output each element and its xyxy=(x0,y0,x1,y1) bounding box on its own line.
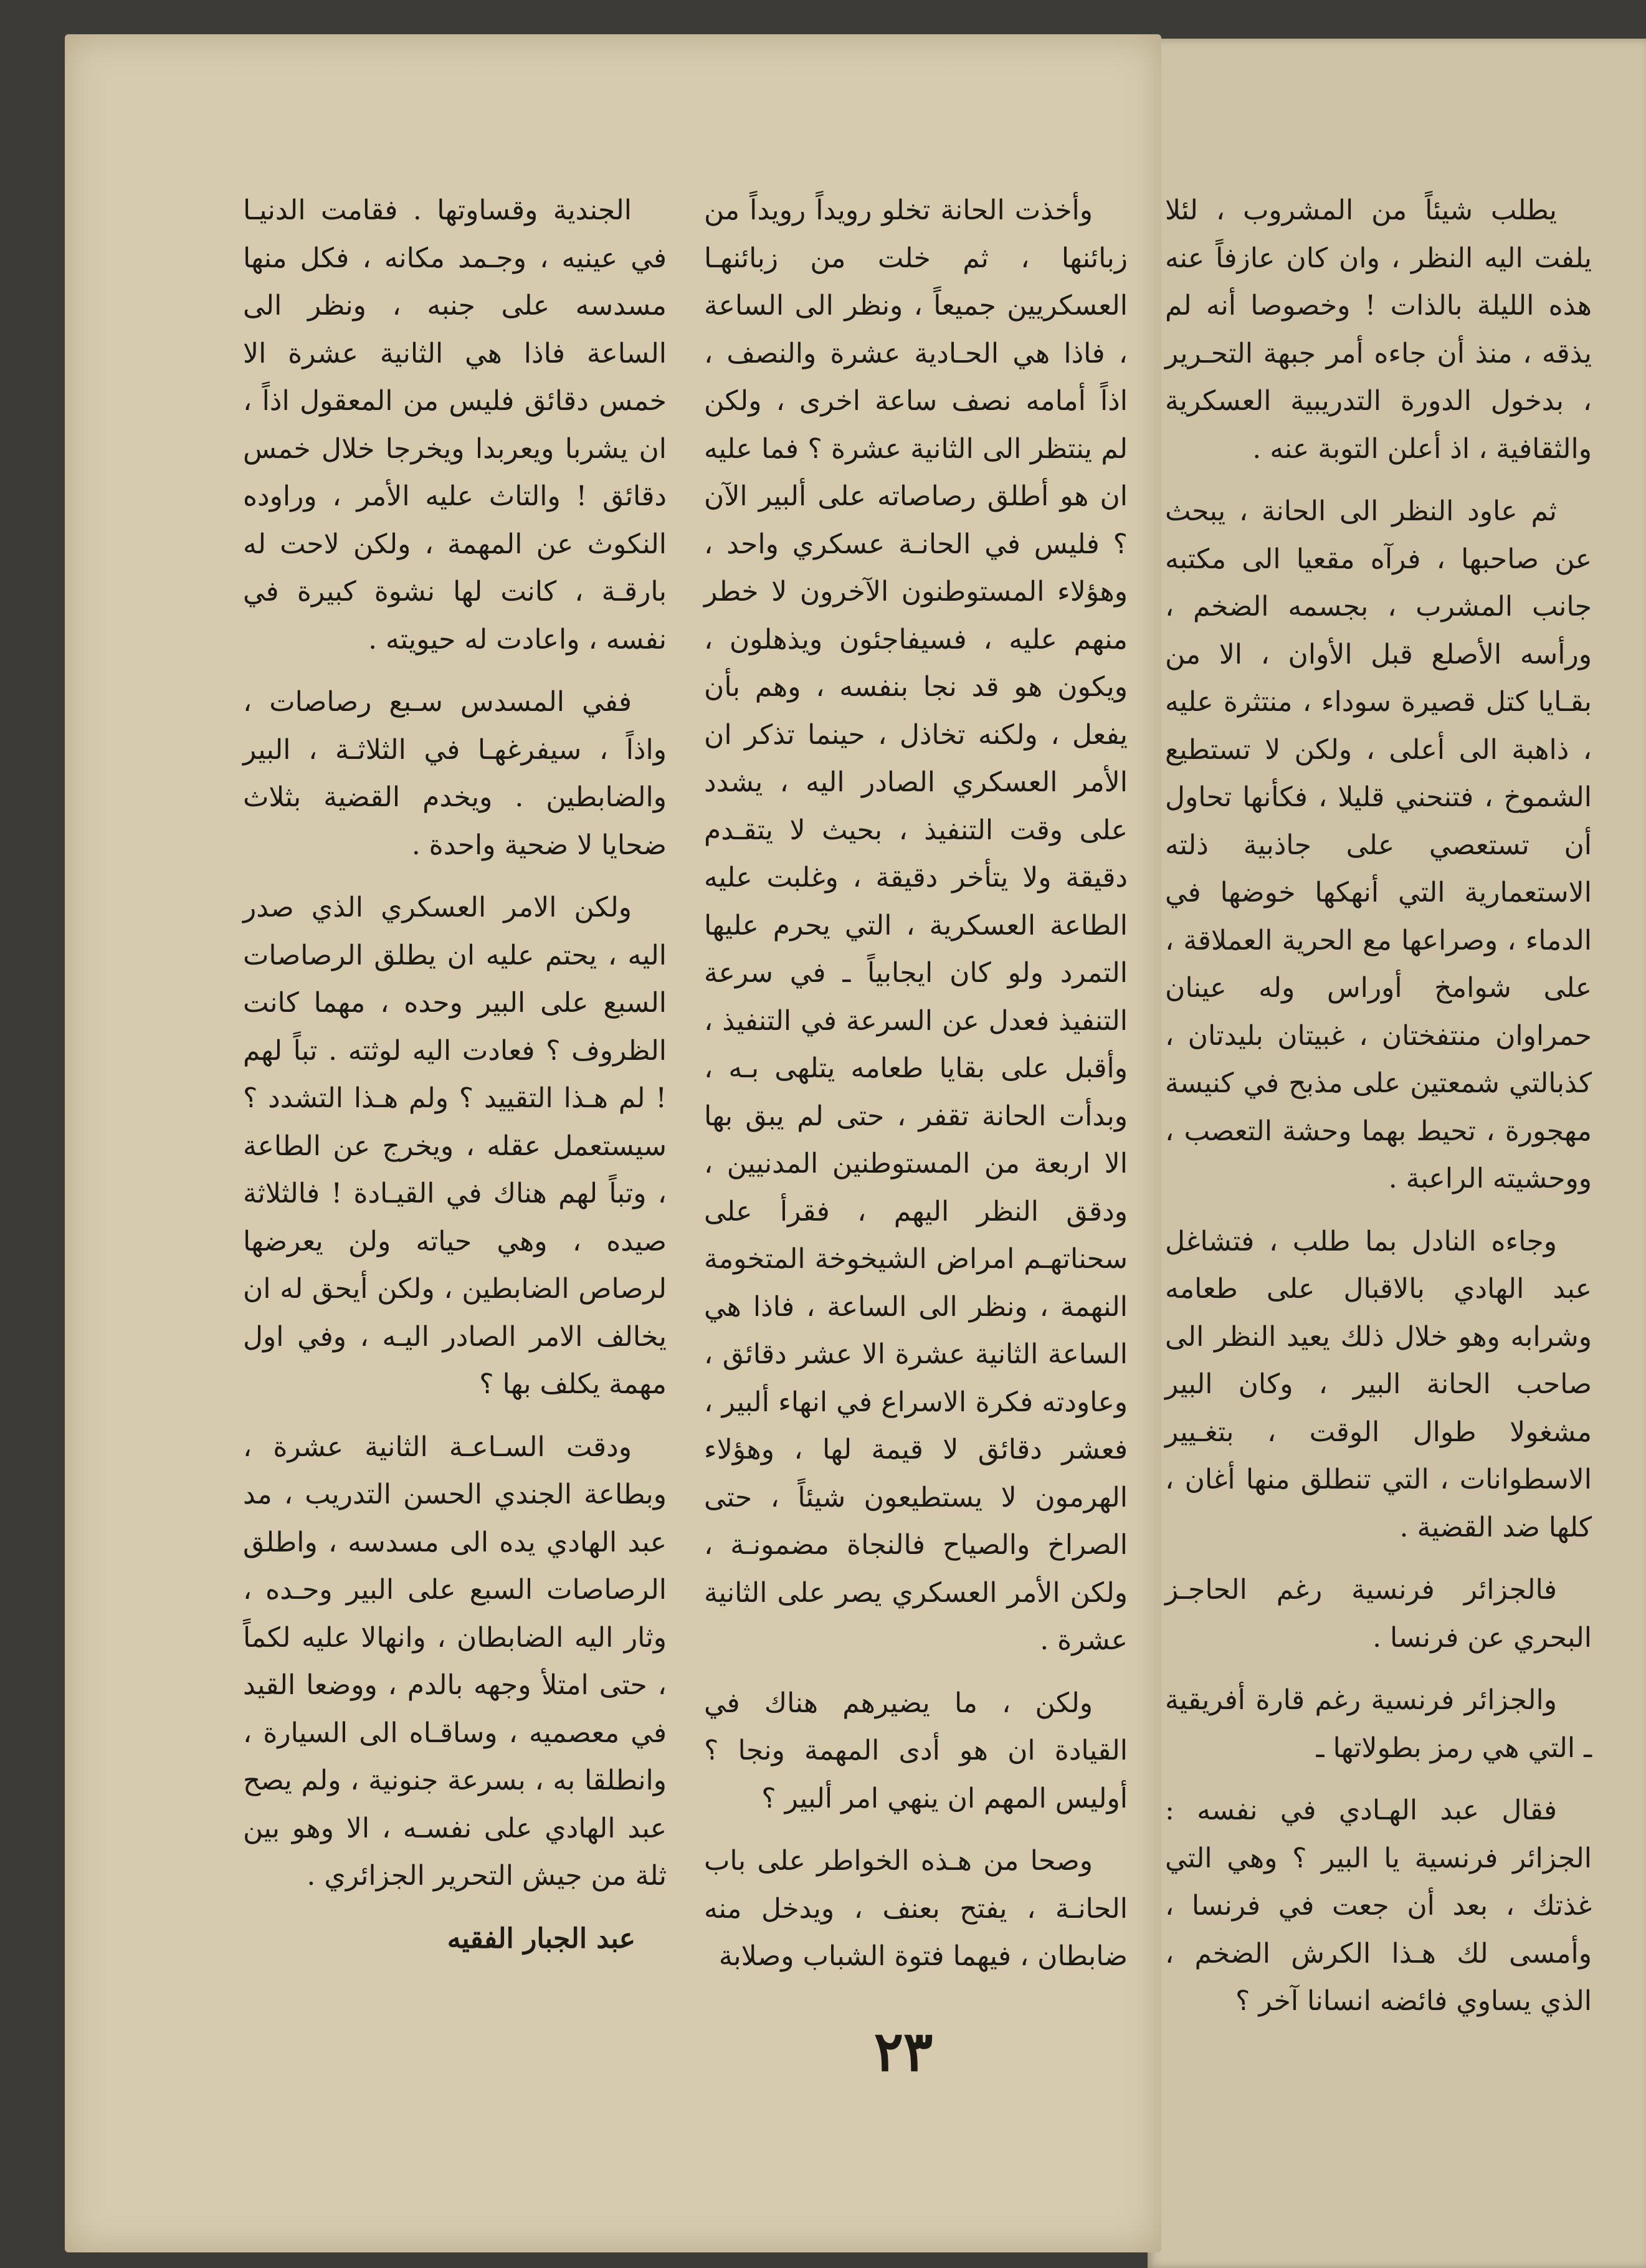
text-column-right xyxy=(1165,187,1592,2041)
page-number: ٢٣ xyxy=(873,2019,933,2084)
paragraph: ثم عاود النظر الى الحانة ، يبحث عن صاحبها ، فرآه مقعيا الى مكتبه جانب المشرب ، بجسمه الضخم ، ورأسه الأصلع قبل الأوان ، الا من بقـايا كتل قصيرة سوداء ، منتثرة عليه ، ذاهبة الى أعلى ، ولكن لا تستطيع الشموخ ، فتنحني قليلا ، فكأنها تحاول أن تستعصي على جاذبية ذلته الاستعمارية التي أنهكها خوضها في الدماء ، وصراعها مع الحرية العملاقة ، على شوامخ أوراس وله عينان حمراوان منتفختان ، غبيتان بليدتان ، كذبالتي شمعتين على مذبح في كنيسة مهجورة ، تحيط بهما وحشة التعصب ، ووحشيته الراعبة . xyxy=(1165,495,1592,1194)
paragraph: فالجزائر فرنسية رغم الحاجـز البحري عن فرنسا . xyxy=(1165,1574,1592,1654)
paragraph: ففي المسدس سـبع رصاصات ، واذاً ، سيفرغهـا في الثلاثـة ، البير والضابطين . ويخدم القضية بثلاث ضحايا لا ضحية واحدة . xyxy=(243,686,667,861)
paragraph: فقال عبد الهـادي في نفسه : الجزائر فرنسية يا البير ؟ وهي التي غذتك ، بعد أن جعت في فرنسا ، وأمسى لك هـذا الكرش الضخم ، الذي يساوي فائضه انسانا آخر ؟ xyxy=(1165,1794,1592,2017)
paragraph: وصحا من هـذه الخواطر على باب الحانـة ، يفتح بعنف ، ويدخل منه ضابطان ، فيهما فتوة الشباب وصلابة xyxy=(704,1845,1128,1972)
paragraph: ولكن ، ما يضيرهم هناك في القيادة ان هو أدى المهمة ونجا ؟ أوليس المهم ان ينهي امر ألبير ؟ xyxy=(704,1687,1128,1814)
paragraph: الجندية وقساوتها . فقامت الدنيـا في عينيه ، وجـمد مكانه ، فكل منها مسدسه على جنبه ، ونظر الى الساعة فاذا هي الثانية عشرة الا خمس دقائق فليس من المعقول اذاً ، ان يشربا ويعربدا ويخرجا خلال خمس دقائق ! والتاث عليه الأمر ، وراوده النكوث عن المهمة ، ولكن لاحت له بارقـة ، كانت لها نشوة كبيرة في نفسه ، واعادت له حيويته . xyxy=(243,194,667,655)
paragraph: ولكن الامر العسكري الذي صدر اليه ، يحتم عليه ان يطلق الرصاصات السبع على البير وحده ، مهما كانت الظروف ؟ فعادت اليه لوثته . تباً لهم ! لم هـذا التقييد ؟ ولم هـذا التشدد ؟ سيستعمل عقله ، ويخرج عن الطاعة ، وتباً لهم هناك في القيـادة ! فالثلاثة صيده ، وهي حياته ولن يعرضها لرصاص الضابطين ، ولكن أيحق له ان يخالف الامر الصادر اليـه ، وفي اول مهمة يكلف بها ؟ xyxy=(243,892,667,1400)
paragraph: وجاءه النادل بما طلب ، فتشاغل عبد الهادي بالاقبال على طعامه وشرابه وهو خلال ذلك يعيد النظر الى صاحب الحانة البير ، وكان البير مشغولا طوال الوقت ، بتغـيير الاسطوانات ، التي تنطلق منها أغان ، كلها ضد القضية . xyxy=(1165,1225,1592,1543)
paragraph: ودقت السـاعـة الثانية عشرة ، وبطاعة الجندي الحسن التدريب ، مد عبد الهادي يده الى مسدسه ، واطلق الرصاصات السبع على البير وحـده ، وثار اليه الضابطان ، وانهالا عليه لكماً ، حتى امتلأ وجهه بالدم ، ووضعا القيد في معصميه ، وساقـاه الى السيارة ، وانطلقا به ، بسرعة جنونية ، ولم يصح عبد الهادي على نفسـه ، الا وهو بين ثلة من جيش التحرير الجزائري . xyxy=(243,1431,667,1892)
text-column-left xyxy=(243,187,667,1978)
paragraph: وأخذت الحانة تخلو رويداً رويداً من زبائنها ، ثم خلت من زبائنهـا العسكريين جميعاً ، ونظر الى الساعة ، فاذا هي الحـادية عشرة والنصف ، اذاً أمامه نصف ساعة اخرى ، ولكن لم ينتظر الى الثانية عشرة ؟ فما عليه ان هو أطلق رصاصاته على ألبير الآن ؟ فليس في الحانـة عسكري واحد ، وهؤلاء المستوطنون الآخرون لا خطر منهم عليه ، فسيفاجئون ويذهلون ، ويكون هو قد نجا بنفسه ، وهم بأن يفعل ، ولكنه تخاذل ، حينما تذكر ان الأمر العسكري الصادر اليه ، يشدد على وقت التنفيذ ، بحيث لا يتقـدم دقيقة ولا يتأخر دقيقة ، وغلبت عليه الطاعة العسكرية ، التي يحرم عليها التمرد ولو كان ايجابياً ـ في سرعة التنفيذ فعدل عن السرعة في التنفيذ ، وأقبل على بقايا طعامه يتلهى بـه ، وبدأت الحانة تقفر ، حتى لم يبق بها الا اربعة من المستوطنين المدنيين ، ودقق النظر اليهم ، فقرأ على سحناتهـم امراض الشيخوخة المتخومة النهمة ، ونظر الى الساعة ، فاذا هي الساعة الثانية عشرة الا عشر دقائق ، وعاودته فكرة الاسراع في انهاء ألبير ، فعشر دقائق لا قيمة لها ، وهؤلاء الهرمون لا يستطيعون شيئاً ، حتى الصراخ والصياح فالنجاة مضمونـة ، ولكن الأمر العسكري يصر على الثانية عشرة . xyxy=(704,194,1128,1656)
text-column-middle xyxy=(704,187,1128,1996)
paragraph: يطلب شيئاً من المشروب ، لئلا يلفت اليه النظر ، وان كان عازفاً عنه هذه الليلة بالذات ! وخصوصا أنه لم يذقه ، منذ أن جاءه أمر جبهة التحـرير ، بدخول الدورة التدريبية العسكرية والثقافية ، اذ أعلن التوبة عنه . xyxy=(1165,194,1592,465)
paragraph: والجزائر فرنسية رغم قارة أفريقية ـ التي هي رمز بطولاتها ـ xyxy=(1165,1684,1592,1764)
author-signature: عبد الجبار الفقيه xyxy=(447,1922,635,1955)
